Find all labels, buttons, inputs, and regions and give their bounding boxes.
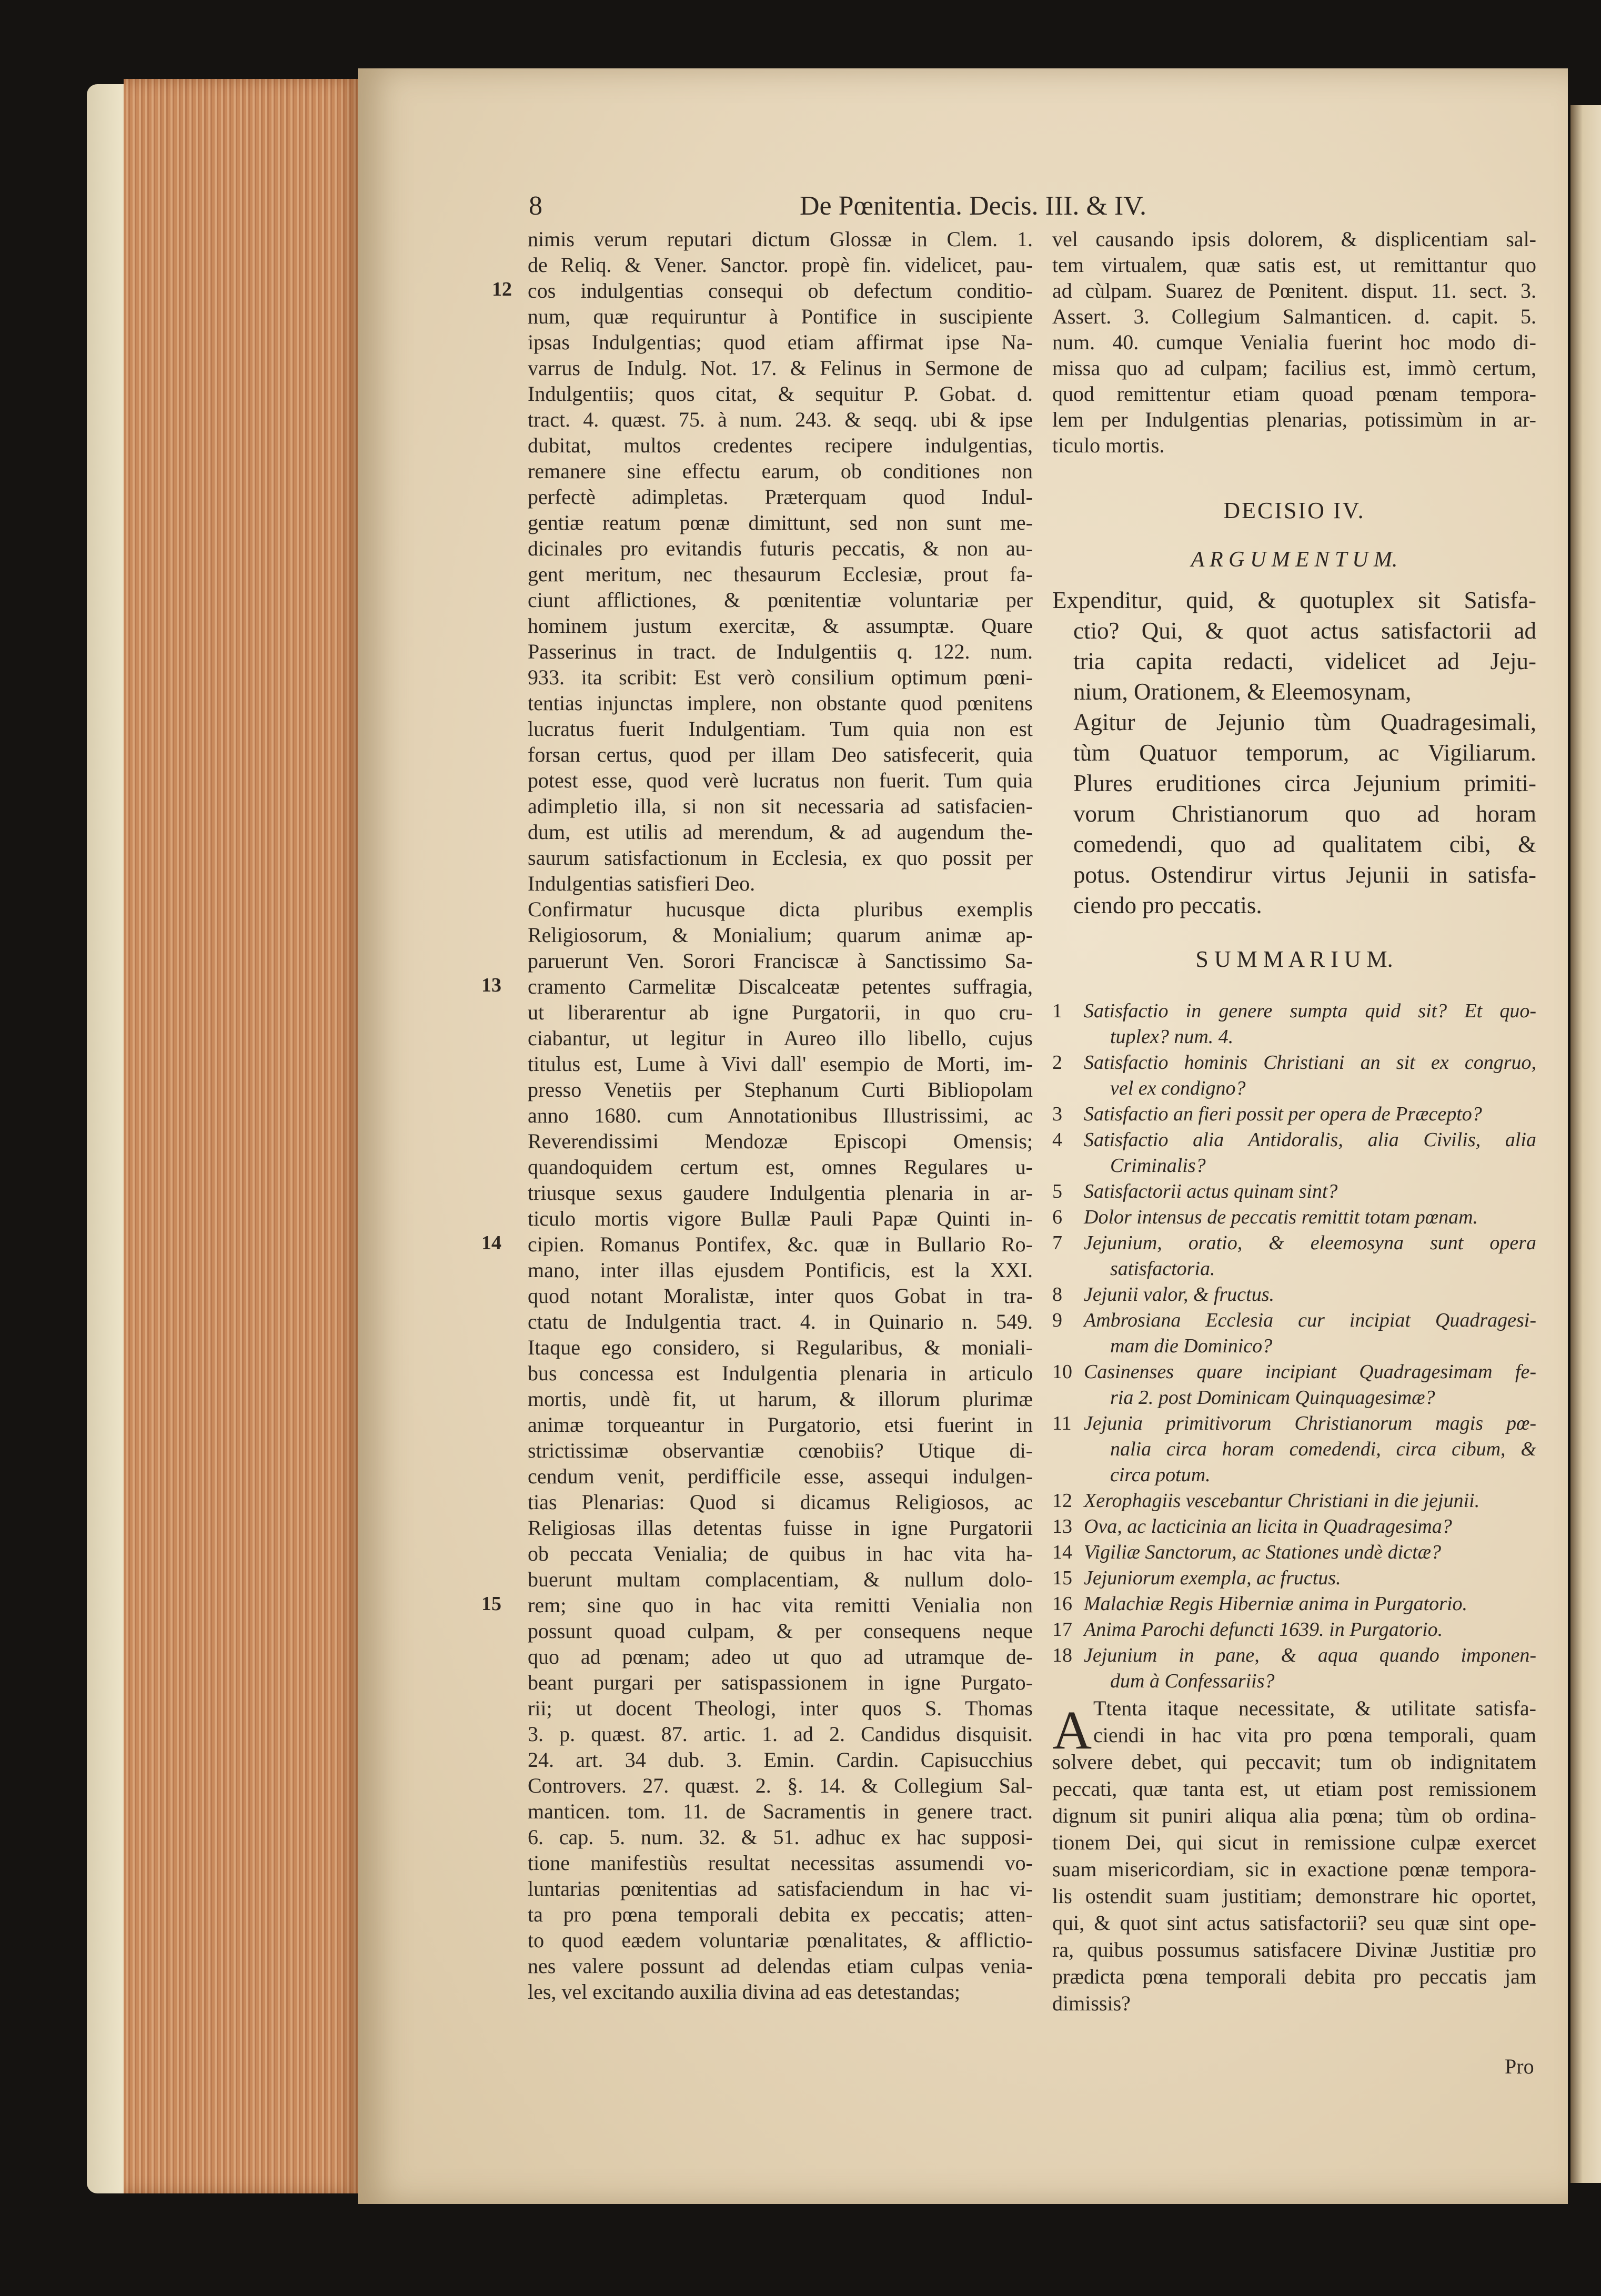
- text-line: tria capita redacti, videlicet ad Jeju-: [1073, 648, 1536, 674]
- text-line: ticulo mortis.: [1052, 433, 1165, 457]
- text-line: Expenditur, quid, & quotuplex sit Satisfa-: [1052, 587, 1536, 613]
- summarium-number: 16: [1052, 1593, 1072, 1615]
- right-column-top: [1052, 226, 1536, 458]
- text-line: lucratus fuerit Indulgentiam. Tum quia non est: [528, 717, 1033, 741]
- drop-cap: A: [1052, 1700, 1092, 1761]
- text-line: anno 1680. cum Annotationibus Illustrissimi, ac: [528, 1104, 1033, 1127]
- attenta-paragraph: [1052, 1695, 1536, 2017]
- summarium-line: Casinenses quare incipiant Quadragesimam fe-: [1084, 1361, 1536, 1383]
- summarium-line: Anima Parochi defuncti 1639. in Purgatorio.: [1084, 1619, 1443, 1641]
- summarium-line: Jejunium in pane, & aqua quando imponen-: [1084, 1644, 1536, 1666]
- text-line: suam misericordiam, sic in exactione pœnæ tempora-: [1052, 1857, 1536, 1881]
- facing-page-edge: [1570, 105, 1601, 2183]
- margin-number: 13: [481, 974, 501, 996]
- left-column: [528, 226, 1033, 2005]
- text-line: ctio? Qui, & quot actus satisfactorii ad: [1073, 618, 1536, 644]
- summarium-line: ria 2. post Dominicam Quinquagesimæ?: [1110, 1387, 1435, 1409]
- text-line: Passerinus in tract. de Indulgentiis q. 122. num.: [528, 640, 1033, 663]
- summarium-line: Xerophagiis vescebantur Christiani in die jejunii.: [1084, 1490, 1480, 1512]
- summarium-line: Ova, ac lacticinia an licita in Quadragesima?: [1084, 1515, 1452, 1538]
- summarium-number: 5: [1052, 1180, 1062, 1202]
- text-line: tias Plenarias: Quod si dicamus Religiosos, ac: [528, 1490, 1033, 1514]
- text-line: tract. 4. quæst. 75. à num. 243. & seqq. ubi & ipse: [528, 408, 1033, 431]
- text-line: ctatu de Indulgentia tract. 4. in Quinario n. 549.: [528, 1310, 1033, 1333]
- summarium-line: Jejuniorum exempla, ac fructus.: [1084, 1567, 1341, 1589]
- text-line: prædicta pœna temporali debita pro peccatis jam: [1052, 1965, 1536, 1988]
- text-line: ipsas Indulgentias; quod etiam affirmat ipse Na-: [528, 330, 1033, 354]
- text-line: lem per Indulgentias plenarias, potissimùm in ar-: [1052, 408, 1536, 431]
- summarium-line: vel ex condigno?: [1110, 1077, 1246, 1099]
- summarium-number: 6: [1052, 1206, 1062, 1228]
- page-edges: [124, 79, 360, 2193]
- summarium-line: satisfactoria.: [1110, 1258, 1215, 1280]
- summarium-number: 13: [1052, 1515, 1072, 1538]
- text-line: vel causando ipsis dolorem, & displicentiam sal-: [1052, 227, 1536, 251]
- summarium-item: [1052, 1179, 1536, 1205]
- text-line: mortis, undè fit, ut harum, & illorum plurimæ: [528, 1387, 1033, 1411]
- text-line: Ttenta itaque necessitate, & utilitate satisfa-: [1093, 1696, 1536, 1720]
- summarium-line: Satisfactio hominis Christiani an sit ex congruo,: [1084, 1051, 1536, 1074]
- summarium-line: Satisfactio alia Antidoralis, alia Civilis, alia: [1084, 1129, 1536, 1151]
- summarium-line: nalia circa horam comedendi, circa cibum, &: [1110, 1438, 1536, 1460]
- summarium-line: Satisfactorii actus quinam sint?: [1084, 1180, 1338, 1202]
- summarium-line: Vigiliæ Sanctorum, ac Stationes undè dictæ?: [1084, 1541, 1442, 1563]
- text-line: bus concessa est Indulgentia plenaria in articulo: [528, 1361, 1033, 1385]
- text-line: Indulgentiis; quos citat, & sequitur P. Gobat. d.: [528, 382, 1033, 406]
- summarium-item: [1052, 1230, 1536, 1282]
- text-line: Religiosas illas detentas fuisse in igne Purgatorii: [528, 1516, 1033, 1540]
- text-line: titulus est, Lume à Vivi dall' esempio de Morti, im-: [528, 1052, 1033, 1076]
- text-line: luntarias pœnitentias ad satisfaciendum in hac vi-: [528, 1877, 1033, 1900]
- text-line: quod notant Moralistæ, inter quos Gobat in tra-: [528, 1284, 1033, 1308]
- text-line: 933. ita scribit: Est verò consilium optimum pœni-: [528, 665, 1033, 689]
- summarium-line: mam die Dominico?: [1110, 1335, 1273, 1357]
- text-line: presso Venetiis per Stephanum Curti Bibliopolam: [528, 1078, 1033, 1101]
- text-line: beant purgari per satispassionem in igne Purgato-: [528, 1671, 1033, 1694]
- text-line: ad cùlpam. Suarez de Pœnitent. disput. 11. sect. 3.: [1052, 279, 1536, 302]
- text-line: cos indulgentias consequi ob defectum conditio-: [528, 279, 1033, 302]
- text-line: ciunt afflictiones, & pœnitentiæ voluntariæ per: [528, 588, 1033, 612]
- text-line: rem; sine quo in hac vita remitti Venialia non: [528, 1593, 1033, 1617]
- text-line: varrus de Indulg. Not. 17. & Felinus in Sermone de: [528, 356, 1033, 380]
- summarium-number: 11: [1052, 1412, 1072, 1434]
- text-line: Assert. 3. Collegium Salmanticen. d. capit. 5.: [1052, 305, 1536, 328]
- summarium-line: Jejunii valor, & fructus.: [1084, 1283, 1275, 1306]
- summarium-item: [1052, 1488, 1536, 1514]
- text-line: missa quo ad culpam; facilius est, immò certum,: [1052, 356, 1536, 380]
- margin-number: 12: [492, 278, 512, 300]
- text-line: saurum satisfactionum in Ecclesia, ex quo possit per: [528, 846, 1033, 869]
- text-line: Itaque ego considero, si Regularibus, & moniali-: [528, 1336, 1033, 1359]
- text-line: Plures eruditiones circa Jejunium primiti-: [1073, 770, 1536, 796]
- summarium-line: Criminalis?: [1110, 1155, 1206, 1177]
- text-line: num, quæ requiruntur à Pontifice in suscipiente: [528, 305, 1033, 328]
- text-line: triusque sexus gaudere Indulgentia plenaria in ar-: [528, 1181, 1033, 1205]
- summarium-line: dum à Confessariis?: [1110, 1670, 1275, 1692]
- text-line: potus. Ostendirur virtus Jejunii in satisfa-: [1073, 862, 1536, 888]
- decisio-heading: DECISIO IV.: [1223, 498, 1365, 523]
- text-line: Reverendissimi Mendozæ Episcopi Omensis;: [528, 1129, 1033, 1153]
- text-line: potest esse, quod verè lucratus non fuerit. Tum quia: [528, 768, 1033, 792]
- text-line: to quod eædem voluntariæ pœnalitates, & afflictio-: [528, 1928, 1033, 1952]
- text-line: nium, Orationem, & Eleemosynam,: [1073, 679, 1412, 705]
- text-line: mano, inter illas ejusdem Pontificis, est la XXI.: [528, 1258, 1033, 1282]
- text-line: vorum Christianorum quo ad horam: [1073, 801, 1536, 827]
- text-line: Confirmatur hucusque dicta pluribus exemplis: [528, 897, 1033, 921]
- summarium-number: 15: [1052, 1567, 1072, 1589]
- text-line: tem virtualem, quæ satis est, ut remittantur quo: [1052, 253, 1536, 277]
- summarium-line: Jejunia primitivorum Christianorum magis pœ-: [1084, 1412, 1536, 1434]
- summarium-line: tuplex? num. 4.: [1110, 1026, 1234, 1048]
- text-line: tionem Dei, qui sicut in remissione culpæ exercet: [1052, 1830, 1536, 1854]
- text-line: hominem justum exercitæ, & assumptæ. Quare: [528, 614, 1033, 638]
- summarium-item: [1052, 1282, 1536, 1308]
- page-number: 8: [529, 191, 542, 221]
- summarium-line: Satisfactio an fieri possit per opera de Præcepto?: [1084, 1103, 1482, 1125]
- summarium-item: [1052, 1411, 1536, 1488]
- summarium-number: 12: [1052, 1490, 1072, 1512]
- summarium-item: [1052, 1127, 1536, 1179]
- summarium-number: 14: [1052, 1541, 1072, 1563]
- summarium-item: [1052, 1101, 1536, 1127]
- text-line: les, vel excitando auxilia divina ad eas detestandas;: [528, 1980, 960, 2004]
- text-line: peccati, quæ tanta est, ut etiam post remissionem: [1052, 1777, 1536, 1801]
- text-line: ciabantur, ut legitur in Aureo illo libello, cujus: [528, 1026, 1033, 1050]
- text-line: gentiæ reatum pœnæ dimittunt, sed non sunt me-: [528, 511, 1033, 534]
- text-line: lis ostendit suam justitiam; demonstrare hic oportet,: [1052, 1884, 1536, 1908]
- summarium-item: [1052, 1617, 1536, 1643]
- text-line: ticulo mortis vigore Bullæ Pauli Papæ Quinti in-: [528, 1207, 1033, 1230]
- text-line: comedendi, quo ad qualitatem cibi, &: [1073, 831, 1536, 857]
- summarium-item: [1052, 1514, 1536, 1540]
- text-line: cendum venit, perdifficile esse, assequi indulgen-: [528, 1464, 1033, 1488]
- summarium-number: 7: [1052, 1232, 1062, 1254]
- text-line: ob peccata Venialia; de quibus in hac vita ha-: [528, 1542, 1033, 1565]
- text-line: tùm Quatuor temporum, ac Vigiliarum.: [1073, 740, 1536, 766]
- text-line: possunt quoad culpam, & per consequens neque: [528, 1619, 1033, 1643]
- summarium-number: 8: [1052, 1283, 1062, 1306]
- text-line: Agitur de Jejunio tùm Quadragesimali,: [1073, 709, 1536, 735]
- summarium-number: 17: [1052, 1619, 1072, 1641]
- text-line: forsan certus, quod per illam Deo satisfecerit, quia: [528, 743, 1033, 766]
- text-line: cipien. Romanus Pontifex, &c. quæ in Bullario Ro-: [528, 1232, 1033, 1256]
- text-line: dicinales pro evitandis futuris peccatis, & non au-: [528, 537, 1033, 560]
- text-line: rii; ut docent Theologi, inter quos S. Thomas: [528, 1696, 1033, 1720]
- text-line: animæ torqueantur in Purgatorio, etsi fuerint in: [528, 1413, 1033, 1437]
- text-line: ciendi in hac vita pro pœna temporali, quam: [1093, 1723, 1536, 1747]
- text-line: strictissimæ observantiæ cœnobiis? Utique di-: [528, 1439, 1033, 1462]
- summarium-item: [1052, 1591, 1536, 1617]
- text-line: manticen. tom. 11. de Sacramentis in genere tract.: [528, 1799, 1033, 1823]
- text-line: cramento Carmelitæ Discalceatæ petentes suffragia,: [528, 975, 1033, 998]
- text-line: quod remittentur etiam quoad pœnam tempora-: [1052, 382, 1536, 406]
- argumentum-heading: A R G U M E N T U M.: [1191, 548, 1398, 572]
- text-line: adimpletio illa, si non sit necessaria ad satisfacien-: [528, 794, 1033, 818]
- text-line: num. 40. cumque Venialia fuerint hoc modo di-: [1052, 330, 1536, 354]
- summarium-line: Jejunium, oratio, & eleemosyna sunt opera: [1084, 1232, 1536, 1254]
- text-line: buerunt multam complacentiam, & nullum dolo-: [528, 1567, 1033, 1591]
- text-line: Controvers. 27. quæst. 2. §. 14. & Collegium Sal-: [528, 1774, 1033, 1797]
- summarium-item: [1052, 1359, 1536, 1411]
- catchword: Pro: [1505, 2055, 1534, 2078]
- text-line: ta pro pœna temporali debita ex peccatis; atten-: [528, 1903, 1033, 1926]
- text-line: de Reliq. & Vener. Sanctor. propè fin. videlicet, pau-: [528, 253, 1033, 277]
- text-line: tentias injunctas implere, non obstante quod pœnitens: [528, 691, 1033, 715]
- text-line: gent meritum, nec thesaurum Ecclesiæ, prout fa-: [528, 562, 1033, 586]
- text-line: ciendo pro peccatis.: [1073, 892, 1262, 918]
- text-line: dum, est utilis ad merendum, & ad augendum the-: [528, 820, 1033, 844]
- summarium-line: circa potum.: [1110, 1464, 1211, 1486]
- text-line: nimis verum reputari dictum Glossæ in Clem. 1.: [528, 227, 1033, 251]
- text-line: dubitat, multos credentes recipere indulgentias,: [528, 433, 1033, 457]
- margin-number: 15: [481, 1593, 501, 1615]
- summarium-item: [1052, 1565, 1536, 1591]
- summarium-number: 1: [1052, 1000, 1062, 1022]
- summarium-number: 3: [1052, 1103, 1062, 1125]
- text-line: 6. cap. 5. num. 32. & 51. adhuc ex hac supposi-: [528, 1825, 1033, 1849]
- text-line: Indulgentias satisfieri Deo.: [528, 872, 756, 895]
- summarium-item: [1052, 1540, 1536, 1565]
- summarium-item: [1052, 998, 1536, 1050]
- summarium-line: Satisfactio in genere sumpta quid sit? Et quo-: [1084, 1000, 1536, 1022]
- summarium-number: 9: [1052, 1309, 1062, 1331]
- text-line: remanere sine effectu earum, ob conditiones non: [528, 459, 1033, 483]
- summarium-line: Malachiæ Regis Hiberniæ anima in Purgatorio.: [1084, 1593, 1468, 1615]
- text-line: 3. p. quæst. 87. artic. 1. ad 2. Candidus disquisit.: [528, 1722, 1033, 1746]
- text-line: paruerunt Ven. Sorori Franciscæ à Sanctissimo Sa-: [528, 949, 1033, 973]
- running-title: De Pœnitentia. Decis. III. & IV.: [800, 191, 1147, 221]
- text-line: dimissis?: [1052, 1991, 1131, 2015]
- text-line: Religiosorum, & Monialium; quarum animæ ap-: [528, 923, 1033, 947]
- summarium-line: Ambrosiana Ecclesia cur incipiat Quadragesi-: [1084, 1309, 1536, 1331]
- text-line: tione manifestiùs resultat necessitas assumendi vo-: [528, 1851, 1033, 1875]
- summarium-number: 4: [1052, 1129, 1062, 1151]
- summarium-line: Dolor intensus de peccatis remittit totam pœnam.: [1084, 1206, 1478, 1228]
- text-line: dignum sit puniri aliqua alia pœna; tùm ob ordina-: [1052, 1804, 1536, 1827]
- text-line: solvere debet, qui peccavit; tum ob indignitatem: [1052, 1750, 1536, 1774]
- argumentum-text: [1052, 585, 1536, 921]
- summarium-number: 18: [1052, 1644, 1072, 1666]
- text-line: ra, quibus possumus satisfacere Divinæ Justitiæ pro: [1052, 1938, 1536, 1961]
- text-line: qui, & quot sint actus satisfactorii? seu quæ sint ope-: [1052, 1911, 1536, 1935]
- text-line: quandoquidem certum est, omnes Regulares u-: [528, 1155, 1033, 1179]
- summarium-number: 10: [1052, 1361, 1072, 1383]
- text-line: nes valere possunt ad delendas etiam culpas venia-: [528, 1954, 1033, 1978]
- summarium-item: [1052, 1643, 1536, 1694]
- text-line: perfectè adimpletas. Præterquam quod Indul-: [528, 485, 1033, 509]
- text-line: 24. art. 34 dub. 3. Emin. Cardin. Capisucchius: [528, 1748, 1033, 1772]
- text-line: quo ad pœnam; adeo ut quo ad utramque de-: [528, 1645, 1033, 1668]
- summarium-item: [1052, 1308, 1536, 1359]
- summarium-heading: S U M M A R I U M.: [1195, 946, 1393, 972]
- text-line: ut liberarentur ab igne Purgatorii, in quo cru-: [528, 1000, 1033, 1024]
- summarium-item: [1052, 1205, 1536, 1230]
- summarium-number: 2: [1052, 1051, 1062, 1074]
- summarium-item: [1052, 1050, 1536, 1101]
- margin-number: 14: [481, 1232, 501, 1254]
- summarium-list: [1052, 998, 1536, 1694]
